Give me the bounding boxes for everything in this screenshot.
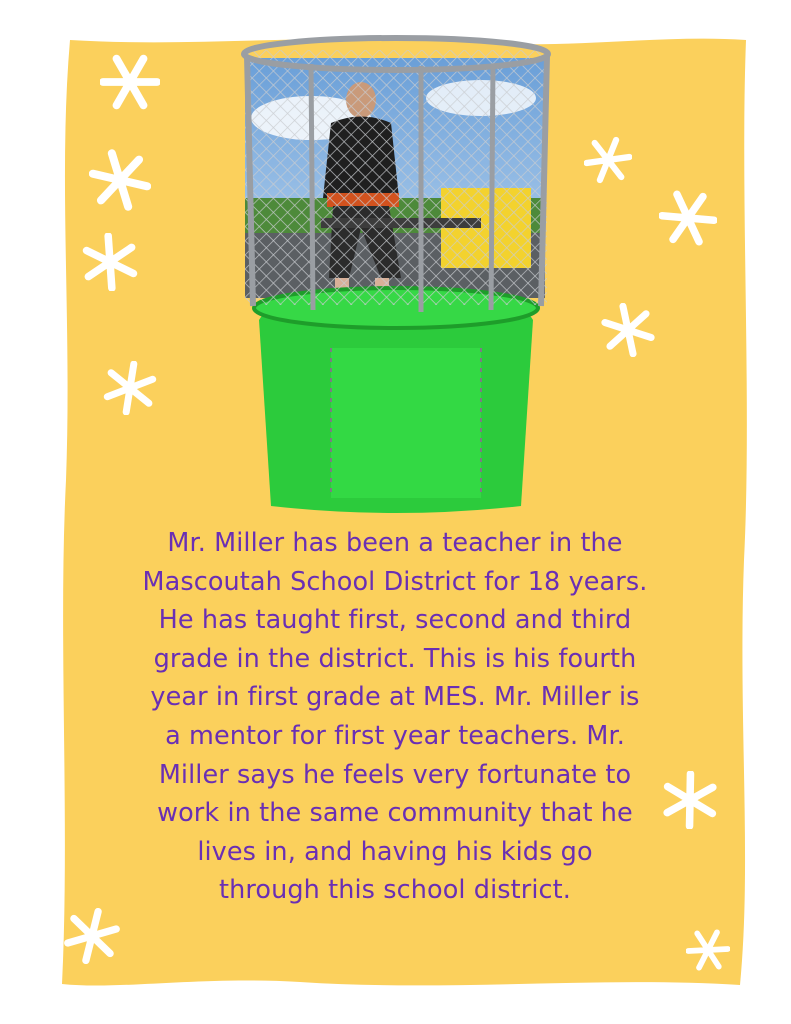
caption-line: work in the same community that he: [157, 798, 633, 829]
sparkle-star-icon: [686, 928, 730, 972]
caption-line: lives in, and having his kids go: [197, 836, 593, 867]
sparkle-star-icon: [81, 233, 139, 291]
sparkle-star-icon: [601, 303, 655, 357]
caption-line: through this school district.: [219, 875, 571, 906]
caption-line: a mentor for first year teachers. Mr.: [165, 720, 625, 751]
caption: [70, 524, 720, 910]
sparkle-star-icon: [584, 136, 632, 184]
caption-line: He has taught first, second and third: [158, 605, 632, 636]
sparkle-star-icon: [89, 149, 151, 211]
caption-line: Mascoutah School District for 18 years.: [142, 566, 648, 597]
caption-line: grade in the district. This is his fourth: [153, 643, 637, 674]
caption-line: year in first grade at MES. Mr. Miller is: [150, 682, 640, 713]
sparkle-star-icon: [103, 361, 157, 415]
dunk-tank-photo: [231, 28, 561, 514]
caption-line: Miller says he feels very fortunate to: [158, 759, 632, 790]
caption-line: Mr. Miller has been a teacher in the: [167, 528, 623, 558]
sparkle-star-icon: [100, 52, 160, 112]
sparkle-star-icon: [659, 189, 717, 247]
sparkle-star-icon: [64, 908, 120, 964]
